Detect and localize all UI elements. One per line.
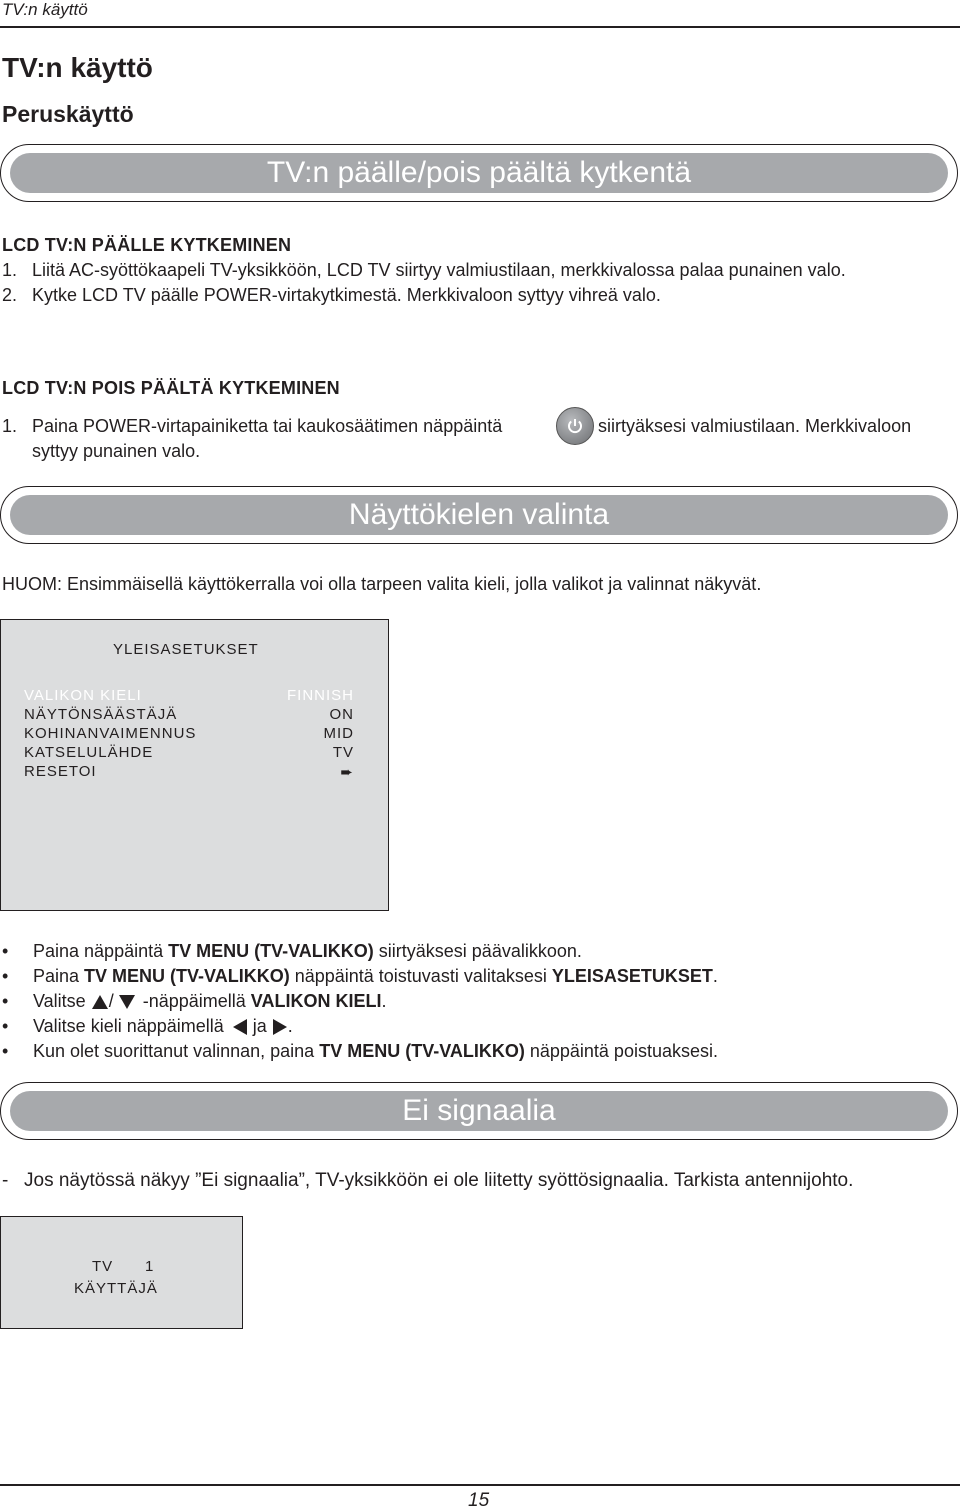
menu-row-value: ON <box>329 706 354 723</box>
text: Paina <box>33 966 85 986</box>
bullet-dot: • <box>2 1041 9 1061</box>
step-number: 1. <box>2 416 18 436</box>
header-rule <box>0 26 960 28</box>
text: . <box>287 1016 293 1036</box>
bullet-dot: • <box>2 966 9 986</box>
power-banner <box>0 144 958 202</box>
note-text: Jos näytössä näkyy ”Ei signaalia”, TV-yksikköön ei ole liitetty syöttösignaalia. Tarkista antennijohto. <box>24 1170 854 1191</box>
power-icon <box>556 407 594 445</box>
text: / <box>108 991 114 1011</box>
menu-row-source <box>24 744 354 763</box>
power-off-step-1 <box>2 416 502 437</box>
power-on-heading: LCD TV:N PÄÄLLE KYTKEMINEN <box>2 235 292 255</box>
osd-source: TV <box>92 1258 114 1275</box>
menu-row-value: FINNISH <box>287 687 354 704</box>
text: näppäintä poistuaksesi. <box>524 1041 718 1061</box>
menu-row-label: VALIKON KIELI <box>24 687 142 704</box>
menu-row-reset <box>24 763 354 782</box>
text: . <box>381 991 387 1011</box>
key-name: TV MENU (TV-VALIKKO) <box>84 966 290 986</box>
no-signal-banner <box>0 1082 958 1140</box>
running-header: TV:n käyttö <box>2 0 88 19</box>
key-name: TV MENU (TV-VALIKKO) <box>168 941 374 961</box>
power-off-step-1-line2: syttyy punainen valo. <box>32 441 201 461</box>
no-signal-osd <box>0 1216 243 1329</box>
menu-name: YLEISASETUKSET <box>551 966 713 986</box>
menu-row-value: MID <box>323 725 354 742</box>
banner-title: TV:n päälle/pois päältä kytkentä <box>266 156 692 189</box>
step-text: Paina POWER-virtapainiketta tai kaukosäätimen näppäintä <box>32 416 503 436</box>
text: . <box>712 966 718 986</box>
text: siirtyäksesi päävalikkoon. <box>373 941 582 961</box>
banner-title: Ei signaalia <box>402 1094 556 1127</box>
arrow-right-icon: ➨ <box>340 764 354 781</box>
text: -näppäimellä <box>142 991 251 1011</box>
menu-row-noise-reduction <box>24 725 354 744</box>
step-text: Kytke LCD TV päälle POWER-virtakytkimestä. Merkkivaloon syttyy vihreä valo. <box>32 285 661 305</box>
step-text: Liitä AC-syöttökaapeli TV-yksikköön, LCD TV siirtyy valmiustilaan, merkkivalossa palaa punainen valo. <box>32 260 846 280</box>
text: näppäintä toistuvasti valitaksesi <box>289 966 552 986</box>
triangle-right-icon <box>273 1019 287 1035</box>
menu-row-label: NÄYTÖNSÄÄSTÄJÄ <box>24 706 178 723</box>
menu-row-label: KOHINANVAIMENNUS <box>24 725 197 742</box>
menu-row-label: RESETOI <box>24 763 97 780</box>
menu-row-value: TV <box>332 744 354 761</box>
osd-channel: 1 <box>145 1258 155 1275</box>
power-on-step-1 <box>2 260 846 281</box>
text: Valitse <box>33 991 91 1011</box>
banner-title: Näyttökielen valinta <box>348 498 610 531</box>
osd-mode: KÄYTTÄJÄ <box>74 1280 158 1297</box>
bullet-dot: • <box>2 1016 9 1036</box>
bullet-dot: • <box>2 991 9 1011</box>
step-number: 1. <box>2 260 18 280</box>
menu-name: VALIKON KIELI <box>250 991 382 1011</box>
page-number: 15 <box>468 1490 490 1511</box>
language-note: HUOM: Ensimmäisellä käyttökerralla voi olla tarpeen valita kieli, jolla valikot ja valinnat näkyvät. <box>2 574 762 594</box>
triangle-left-icon <box>233 1019 247 1035</box>
triangle-down-icon <box>119 995 135 1009</box>
menu-title: YLEISASETUKSET <box>113 641 259 658</box>
menu-row-language <box>24 687 354 706</box>
dash: - <box>2 1170 9 1191</box>
no-signal-note <box>2 1170 853 1192</box>
menu-row-label: KATSELULÄHDE <box>24 744 154 761</box>
key-name: TV MENU (TV-VALIKKO) <box>319 1041 525 1061</box>
page-title: TV:n käyttö <box>2 52 153 83</box>
bullet-dot: • <box>2 941 9 961</box>
triangle-up-icon <box>92 995 108 1009</box>
power-off-step-1-cont: siirtyäksesi valmiustilaan. Merkkivaloon <box>598 416 912 436</box>
settings-menu-osd <box>0 619 389 911</box>
language-banner <box>0 486 958 544</box>
power-on-step-2 <box>2 285 661 306</box>
footer-rule <box>0 1484 960 1486</box>
text: Valitse kieli näppäimellä <box>33 1016 229 1036</box>
menu-row-screensaver <box>24 706 354 725</box>
text: Paina näppäintä <box>33 941 169 961</box>
step-number: 2. <box>2 285 18 305</box>
text: ja <box>252 1016 267 1036</box>
section-title: Peruskäyttö <box>2 101 134 127</box>
power-off-heading: LCD TV:N POIS PÄÄLTÄ KYTKEMINEN <box>2 378 340 398</box>
text: Kun olet suorittanut valinnan, paina <box>33 1041 320 1061</box>
